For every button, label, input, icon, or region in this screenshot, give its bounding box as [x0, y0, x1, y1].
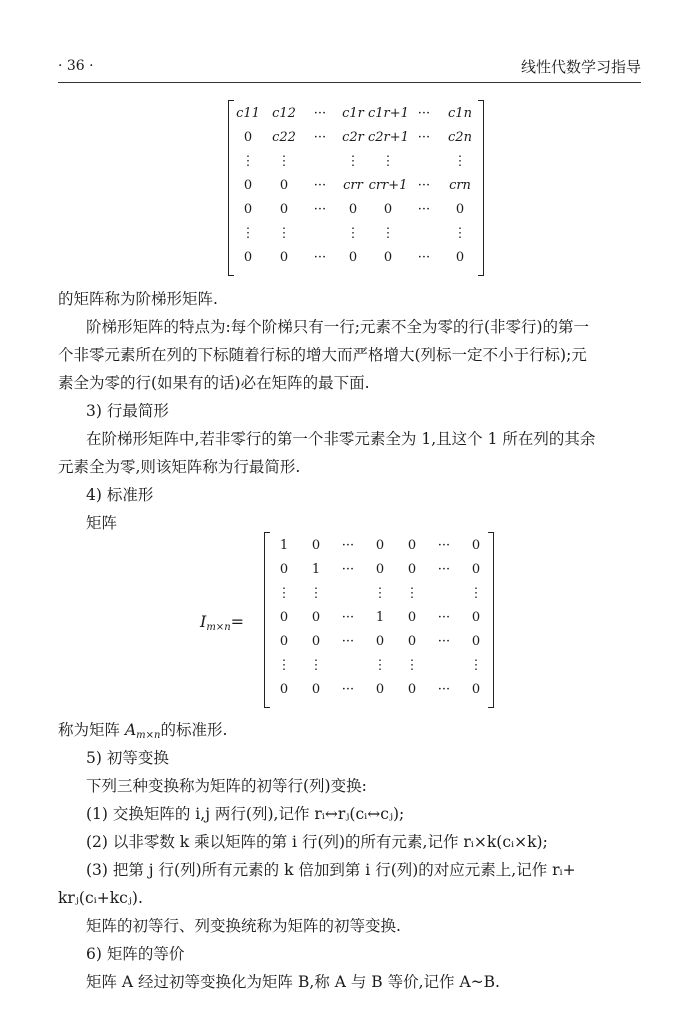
matrix-cell: 0 — [311, 682, 321, 697]
matrix-cell: ··· — [417, 202, 431, 217]
matrix-cell: ⋮ — [309, 586, 323, 601]
matrix-cell: 0 — [407, 538, 417, 553]
paragraph-echelon-props-line2: 个非零元素所在列的下标随着行标的增大而严格增大(列标一定不小于行标);元 — [58, 346, 587, 364]
matrix-cell: 0 — [471, 610, 481, 625]
matrix-cell: ··· — [313, 130, 327, 145]
matrix-cell: ⋮ — [277, 154, 291, 169]
matrix-cell: 0 — [279, 178, 289, 193]
running-head: 线性代数学习指导 — [520, 58, 641, 76]
matrix-cell: ⋮ — [277, 658, 291, 673]
matrix-cell: ··· — [313, 202, 327, 217]
matrix-cell: 0 — [455, 250, 465, 265]
matrix-cell: ··· — [417, 178, 431, 193]
matrix-cell: c12 — [272, 106, 296, 121]
matrix-cell: ⋮ — [277, 586, 291, 601]
matrix-cell: c11 — [236, 106, 260, 121]
matrix-cell: ··· — [417, 130, 431, 145]
matrix-cell: 0 — [383, 202, 393, 217]
matrix-cell: 0 — [375, 682, 385, 697]
matrix-cell: ⋮ — [453, 226, 467, 241]
matrix-cell: 0 — [243, 250, 253, 265]
matrix-cell: crr — [343, 178, 363, 193]
matrix-cell: 0 — [279, 610, 289, 625]
matrix-cell: ··· — [341, 634, 355, 649]
matrix-cell: ⋮ — [453, 154, 467, 169]
matrix-cell: c2n — [448, 130, 472, 145]
matrix-cell: ⋮ — [309, 658, 323, 673]
header-rule — [58, 82, 641, 83]
transform-item-1: (1) 交换矩阵的 i,j 两行(列),记作 rᵢ↔rⱼ(cᵢ↔cⱼ); — [86, 805, 405, 823]
matrix-cell: ··· — [313, 106, 327, 121]
matrix-cell: ⋮ — [277, 226, 291, 241]
matrix-cell: 0 — [407, 634, 417, 649]
echelon-matrix — [228, 100, 484, 278]
matrix-cell: ⋮ — [405, 658, 419, 673]
matrix-cell: 0 — [279, 250, 289, 265]
matrix-cell: 0 — [471, 682, 481, 697]
matrix-cell: c1r — [342, 106, 364, 121]
matrix-cell: 0 — [407, 610, 417, 625]
matrix-cell: 0 — [455, 202, 465, 217]
transform-item-3-line1: (3) 把第 j 行(列)所有元素的 k 倍加到第 i 行(列)的对应元素上,记作 rᵢ+ — [86, 861, 576, 879]
paragraph-echelon-props-line1: 阶梯形矩阵的特点为:每个阶梯只有一行;元素不全为零的行(非零行)的第一 — [86, 318, 590, 336]
matrix-cell: ··· — [417, 250, 431, 265]
matrix-cell: ⋮ — [381, 154, 395, 169]
matrix-cell: 0 — [279, 562, 289, 577]
matrix-cell: 1 — [375, 610, 385, 625]
matrix-cell: 0 — [243, 202, 253, 217]
matrix-cell: ··· — [437, 538, 451, 553]
matrix-cell: 0 — [311, 634, 321, 649]
paragraph-echelon-def: 的矩阵称为阶梯形矩阵. — [58, 290, 218, 308]
matrix-cell: 0 — [471, 562, 481, 577]
standard-form-lhs: $I_{m\times n}=$ — [200, 612, 245, 633]
heading-row-reduced: 3) 行最简形 — [86, 402, 169, 420]
matrix-cell: ··· — [437, 562, 451, 577]
matrix-cell: 0 — [279, 682, 289, 697]
matrix-cell: ⋮ — [241, 226, 255, 241]
paragraph-equivalence: 矩阵 A 经过初等变换化为矩阵 B,称 A 与 B 等价,记作 A~B. — [86, 973, 500, 991]
matrix-cell: ⋮ — [469, 658, 483, 673]
transform-item-2: (2) 以非零数 k 乘以矩阵的第 i 行(列)的所有元素,记作 rᵢ×k(cᵢ×k); — [86, 833, 548, 851]
matrix-cell: 0 — [407, 682, 417, 697]
matrix-cell: ⋮ — [346, 226, 360, 241]
paragraph-elementary-summary: 矩阵的初等行、列变换统称为矩阵的初等变换. — [86, 917, 401, 935]
matrix-cell: ··· — [313, 250, 327, 265]
transform-item-3-line2: krⱼ(cᵢ+kcⱼ). — [58, 889, 143, 907]
matrix-cell: c22 — [272, 130, 296, 145]
matrix-cell: c2r+1 — [368, 130, 409, 145]
paragraph-standard-form-def: 称为矩阵 $A_{m\times n}$的标准形. — [58, 721, 228, 741]
matrix-cell: ··· — [437, 634, 451, 649]
heading-standard-form: 4) 标准形 — [86, 486, 154, 504]
matrix-cell: ⋮ — [381, 226, 395, 241]
matrix-cell: ⋮ — [469, 586, 483, 601]
heading-elementary-transform: 5) 初等变换 — [86, 749, 169, 767]
matrix-cell: ⋮ — [346, 154, 360, 169]
matrix-cell: 0 — [375, 538, 385, 553]
matrix-cell: 0 — [279, 202, 289, 217]
paragraph-three-transforms: 下列三种变换称为矩阵的初等行(列)变换: — [86, 777, 367, 795]
matrix-cell: c2r — [342, 130, 364, 145]
page-number: · 36 · — [58, 58, 94, 74]
matrix-cell: 0 — [383, 250, 393, 265]
matrix-cell: 0 — [471, 538, 481, 553]
matrix-cell: c1r+1 — [368, 106, 409, 121]
paragraph-row-reduced-line2: 元素全为零,则该矩阵称为行最简形. — [58, 458, 301, 476]
paragraph-matrix-word: 矩阵 — [86, 514, 118, 532]
matrix-cell: 1 — [311, 562, 321, 577]
matrix-cell: ··· — [341, 682, 355, 697]
matrix-cell: 0 — [375, 562, 385, 577]
matrix-cell: 0 — [243, 178, 253, 193]
matrix-cell: ··· — [341, 562, 355, 577]
matrix-cell: ··· — [341, 538, 355, 553]
matrix-cell: 0 — [348, 250, 358, 265]
matrix-cell: 0 — [279, 634, 289, 649]
matrix-cell: 0 — [348, 202, 358, 217]
page-header — [58, 56, 641, 82]
matrix-cell: ⋮ — [241, 154, 255, 169]
matrix-cell: ··· — [437, 610, 451, 625]
matrix-cell: 0 — [471, 634, 481, 649]
paragraph-row-reduced-line1: 在阶梯形矩阵中,若非零行的第一个非零元素全为 1,且这个 1 所在列的其余 — [86, 430, 596, 448]
paragraph-echelon-props-line3: 素全为零的行(如果有的话)必在矩阵的最下面. — [58, 374, 370, 392]
matrix-cell: crn — [449, 178, 471, 193]
matrix-cell: 1 — [279, 538, 289, 553]
matrix-cell: 0 — [311, 610, 321, 625]
standard-form-matrix — [264, 532, 494, 710]
matrix-cell: ⋮ — [405, 586, 419, 601]
matrix-cell: ··· — [313, 178, 327, 193]
matrix-cell: ··· — [417, 106, 431, 121]
matrix-cell: ··· — [437, 682, 451, 697]
matrix-cell: 0 — [243, 130, 253, 145]
matrix-cell: ⋮ — [373, 586, 387, 601]
matrix-cell: ⋮ — [373, 658, 387, 673]
matrix-cell: 0 — [311, 538, 321, 553]
matrix-cell: 0 — [407, 562, 417, 577]
heading-equivalence: 6) 矩阵的等价 — [86, 945, 185, 963]
matrix-cell: crr+1 — [368, 178, 408, 193]
matrix-cell: 0 — [375, 634, 385, 649]
matrix-cell: c1n — [448, 106, 472, 121]
matrix-cell: ··· — [341, 610, 355, 625]
